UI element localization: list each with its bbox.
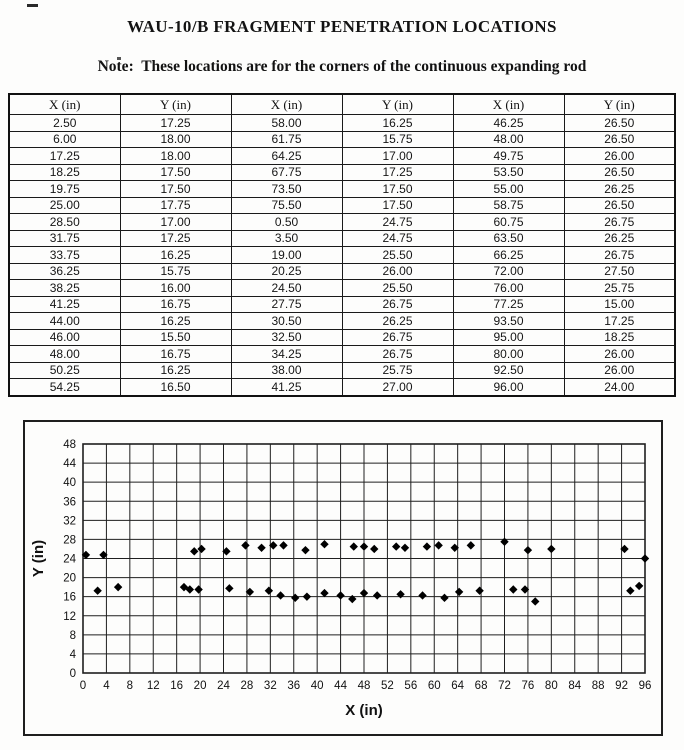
data-point-marker [194,585,202,593]
table-cell: 67.75 [231,164,342,181]
table-row [9,115,675,132]
data-point-marker [320,589,328,597]
table-cell: 17.50 [120,164,231,181]
table-cell: 46.25 [453,115,564,132]
table-cell: 26.50 [564,197,675,214]
data-point-marker [276,591,284,599]
y-axis-tick-label: 8 [69,629,76,642]
y-axis-tick-label: 40 [63,477,76,490]
data-point-marker [348,595,356,603]
table-row [9,181,675,198]
table-row [9,379,675,396]
table-header-cell: X (in) [453,94,564,115]
table-row [9,263,675,280]
penetration-locations-table [8,93,676,397]
table-cell: 0.50 [231,214,342,231]
data-point-marker [418,591,426,599]
data-point-marker [467,541,475,549]
table-row [9,313,675,330]
data-point-marker [434,541,442,549]
table-header-cell: X (in) [231,94,342,115]
table-row [9,247,675,264]
table-cell: 25.00 [9,197,120,214]
x-axis-tick-label: 8 [126,680,134,692]
x-axis-title: X (in) [345,702,383,719]
scatter-chart-frame [23,420,663,736]
table-cell: 76.00 [453,280,564,297]
table-cell: 41.25 [9,296,120,313]
x-axis-tick-label: 40 [310,680,324,692]
table-cell: 55.00 [453,181,564,198]
data-point-marker [509,585,517,593]
table-cell: 15.75 [120,263,231,280]
y-axis-tick-label: 24 [63,553,76,566]
table-cell: 53.50 [453,164,564,181]
x-axis-tick-label: 88 [591,680,605,692]
data-point-marker [524,546,532,554]
table-cell: 36.25 [9,263,120,280]
table-cell: 25.50 [342,247,453,264]
table-cell: 17.25 [120,115,231,132]
table-cell: 16.50 [120,379,231,396]
data-point-marker [197,545,205,553]
data-point-marker [265,587,273,595]
table-cell: 18.00 [120,148,231,165]
table-cell: 17.50 [342,197,453,214]
table-cell: 46.00 [9,329,120,346]
table-row [9,214,675,231]
table-header-cell: Y (in) [342,94,453,115]
data-point-marker [257,544,265,552]
table-cell: 17.25 [120,230,231,247]
table-cell: 38.00 [231,362,342,379]
data-point-marker [350,542,358,550]
table-cell: 17.25 [342,164,453,181]
table-cell: 26.25 [564,230,675,247]
data-point-marker [303,592,311,600]
data-point-marker [370,545,378,553]
data-point-marker [396,590,404,598]
table-cell: 26.75 [342,329,453,346]
table-row [9,296,675,313]
table-cell: 64.25 [231,148,342,165]
table-cell: 26.25 [564,181,675,198]
table-cell: 41.25 [231,379,342,396]
x-axis-tick-label: 96 [638,680,652,692]
x-axis-tick-label: 56 [404,680,418,692]
data-point-marker [475,587,483,595]
data-point-marker [279,541,287,549]
table-cell: 49.75 [453,148,564,165]
x-axis-tick-label: 4 [103,680,110,692]
table-cell: 17.50 [120,181,231,198]
x-axis-tick-label: 84 [568,680,582,692]
table-cell: 25.75 [342,362,453,379]
data-point-marker [225,584,233,592]
table-cell: 26.75 [342,296,453,313]
table-cell: 48.00 [9,346,120,363]
x-axis-tick-label: 44 [334,680,347,692]
x-axis-tick-label: 12 [146,680,160,692]
table-header-row [9,94,675,115]
y-axis-tick-label: 44 [63,458,76,471]
table-cell: 27.50 [564,263,675,280]
table-cell: 50.25 [9,362,120,379]
data-point-marker [455,588,463,596]
data-point-marker [114,583,122,591]
table-cell: 25.50 [342,280,453,297]
table-header-cell: Y (in) [120,94,231,115]
table-row [9,197,675,214]
table-cell: 25.75 [564,280,675,297]
data-point-marker [641,554,649,562]
table-cell: 26.50 [564,164,675,181]
table-cell: 18.25 [9,164,120,181]
table-cell: 20.25 [231,263,342,280]
data-point-marker [241,541,249,549]
x-axis-tick-label: 64 [451,680,465,692]
table-cell: 66.25 [453,247,564,264]
x-axis-tick-label: 68 [474,680,488,692]
table-cell: 24.50 [231,280,342,297]
table-cell: 28.50 [9,214,120,231]
table-cell: 17.00 [342,148,453,165]
table-cell: 58.75 [453,197,564,214]
data-point-marker [301,546,309,554]
data-point-marker [547,545,555,553]
y-axis-tick-label: 48 [63,439,76,451]
table-cell: 95.00 [453,329,564,346]
table-cell: 26.75 [564,214,675,231]
table-row [9,280,675,297]
table-cell: 31.75 [9,230,120,247]
table-row [9,329,675,346]
table-cell: 26.00 [564,148,675,165]
table-cell: 26.00 [342,263,453,280]
table-cell: 54.25 [9,379,120,396]
table-header-cell: Y (in) [564,94,675,115]
table-cell: 16.25 [120,362,231,379]
table-cell: 44.00 [9,313,120,330]
table-cell: 16.00 [120,280,231,297]
data-point-marker [320,540,328,548]
table-cell: 15.75 [342,131,453,148]
table-cell: 92.50 [453,362,564,379]
table-cell: 96.00 [453,379,564,396]
table-row [9,346,675,363]
table-cell: 17.25 [564,313,675,330]
x-axis-tick-label: 24 [217,680,230,692]
table-cell: 24.00 [564,379,675,396]
table-cell: 77.25 [453,296,564,313]
table-cell: 24.75 [342,230,453,247]
data-point-marker [626,587,634,595]
table-cell: 58.00 [231,115,342,132]
table-cell: 16.75 [120,346,231,363]
data-point-marker [291,594,299,602]
table-cell: 18.00 [120,131,231,148]
table-cell: 15.00 [564,296,675,313]
table-cell: 80.00 [453,346,564,363]
table-cell: 15.50 [120,329,231,346]
table-cell: 34.25 [231,346,342,363]
y-axis-title: Y (in) [30,539,47,578]
table-cell: 63.50 [453,230,564,247]
table-cell: 17.00 [120,214,231,231]
x-axis-tick-label: 32 [263,680,277,692]
x-axis-tick-label: 20 [193,680,207,692]
table-cell: 32.50 [231,329,342,346]
note-text: Note: These locations are for the corners of the continuous expanding rod [97,58,587,75]
x-axis-tick-label: 16 [170,680,184,692]
table-cell: 72.00 [453,263,564,280]
table-row [9,230,675,247]
y-axis-tick-label: 16 [63,591,76,604]
table-cell: 61.75 [231,131,342,148]
table-cell: 60.75 [453,214,564,231]
table-cell: 26.50 [564,131,675,148]
data-point-marker [93,587,101,595]
page-title: WAU-10/B FRAGMENT PENETRATION LOCATIONS [127,17,557,36]
y-axis-tick-label: 4 [69,648,76,661]
table-cell: 2.50 [9,115,120,132]
data-point-marker [336,591,344,599]
table-cell: 75.50 [231,197,342,214]
table-cell: 38.25 [9,280,120,297]
data-point-marker [401,544,409,552]
table-cell: 26.00 [564,362,675,379]
table-cell: 26.75 [564,247,675,264]
x-axis-tick-label: 92 [615,680,628,692]
x-axis-tick-label: 80 [544,680,558,692]
table-cell: 17.25 [9,148,120,165]
table-cell: 6.00 [9,131,120,148]
table-cell: 26.00 [564,346,675,363]
y-axis-tick-label: 32 [63,515,76,528]
data-point-marker [373,591,381,599]
table-cell: 17.75 [120,197,231,214]
table-cell: 26.75 [342,346,453,363]
data-point-marker [440,594,448,602]
table-header-cell: X (in) [9,94,120,115]
table-row [9,131,675,148]
table-cell: 26.50 [564,115,675,132]
table-row [9,164,675,181]
table-cell: 19.75 [9,181,120,198]
data-point-marker [500,538,508,546]
x-axis-tick-label: 52 [381,680,394,692]
table-cell: 26.25 [342,313,453,330]
data-point-marker [635,582,643,590]
table-cell: 3.50 [231,230,342,247]
table-row [9,362,675,379]
table-cell: 19.00 [231,247,342,264]
x-axis-tick-label: 0 [79,680,87,692]
x-axis-tick-label: 48 [357,680,371,692]
scatter-plot [25,422,661,734]
table-cell: 33.75 [9,247,120,264]
table-cell: 27.75 [231,296,342,313]
table-cell: 16.25 [120,247,231,264]
data-point-marker [392,542,400,550]
y-axis-tick-label: 36 [63,496,76,509]
table-cell: 18.25 [564,329,675,346]
data-point-marker [360,542,368,550]
x-axis-tick-label: 36 [287,680,301,692]
table-cell: 48.00 [453,131,564,148]
table-cell: 93.50 [453,313,564,330]
table-cell: 30.50 [231,313,342,330]
table-cell: 24.75 [342,214,453,231]
data-point-marker [360,589,368,597]
x-axis-tick-label: 72 [498,680,511,692]
y-axis-tick-label: 12 [63,610,76,623]
x-axis-tick-label: 28 [240,680,254,692]
table-cell: 16.75 [120,296,231,313]
data-point-marker [190,547,198,555]
y-axis-tick-label: 20 [63,572,76,585]
data-point-marker [423,542,431,550]
table-row [9,148,675,165]
table-cell: 16.25 [342,115,453,132]
data-point-marker [531,597,539,605]
y-axis-tick-label: 0 [69,668,76,680]
table-cell: 73.50 [231,181,342,198]
y-axis-tick-label: 28 [63,534,76,547]
x-axis-tick-label: 60 [427,680,441,692]
table-cell: 17.50 [342,181,453,198]
table-cell: 27.00 [342,379,453,396]
x-axis-tick-label: 76 [521,680,535,692]
table-cell: 16.25 [120,313,231,330]
scan-artifact-mark [27,4,38,7]
